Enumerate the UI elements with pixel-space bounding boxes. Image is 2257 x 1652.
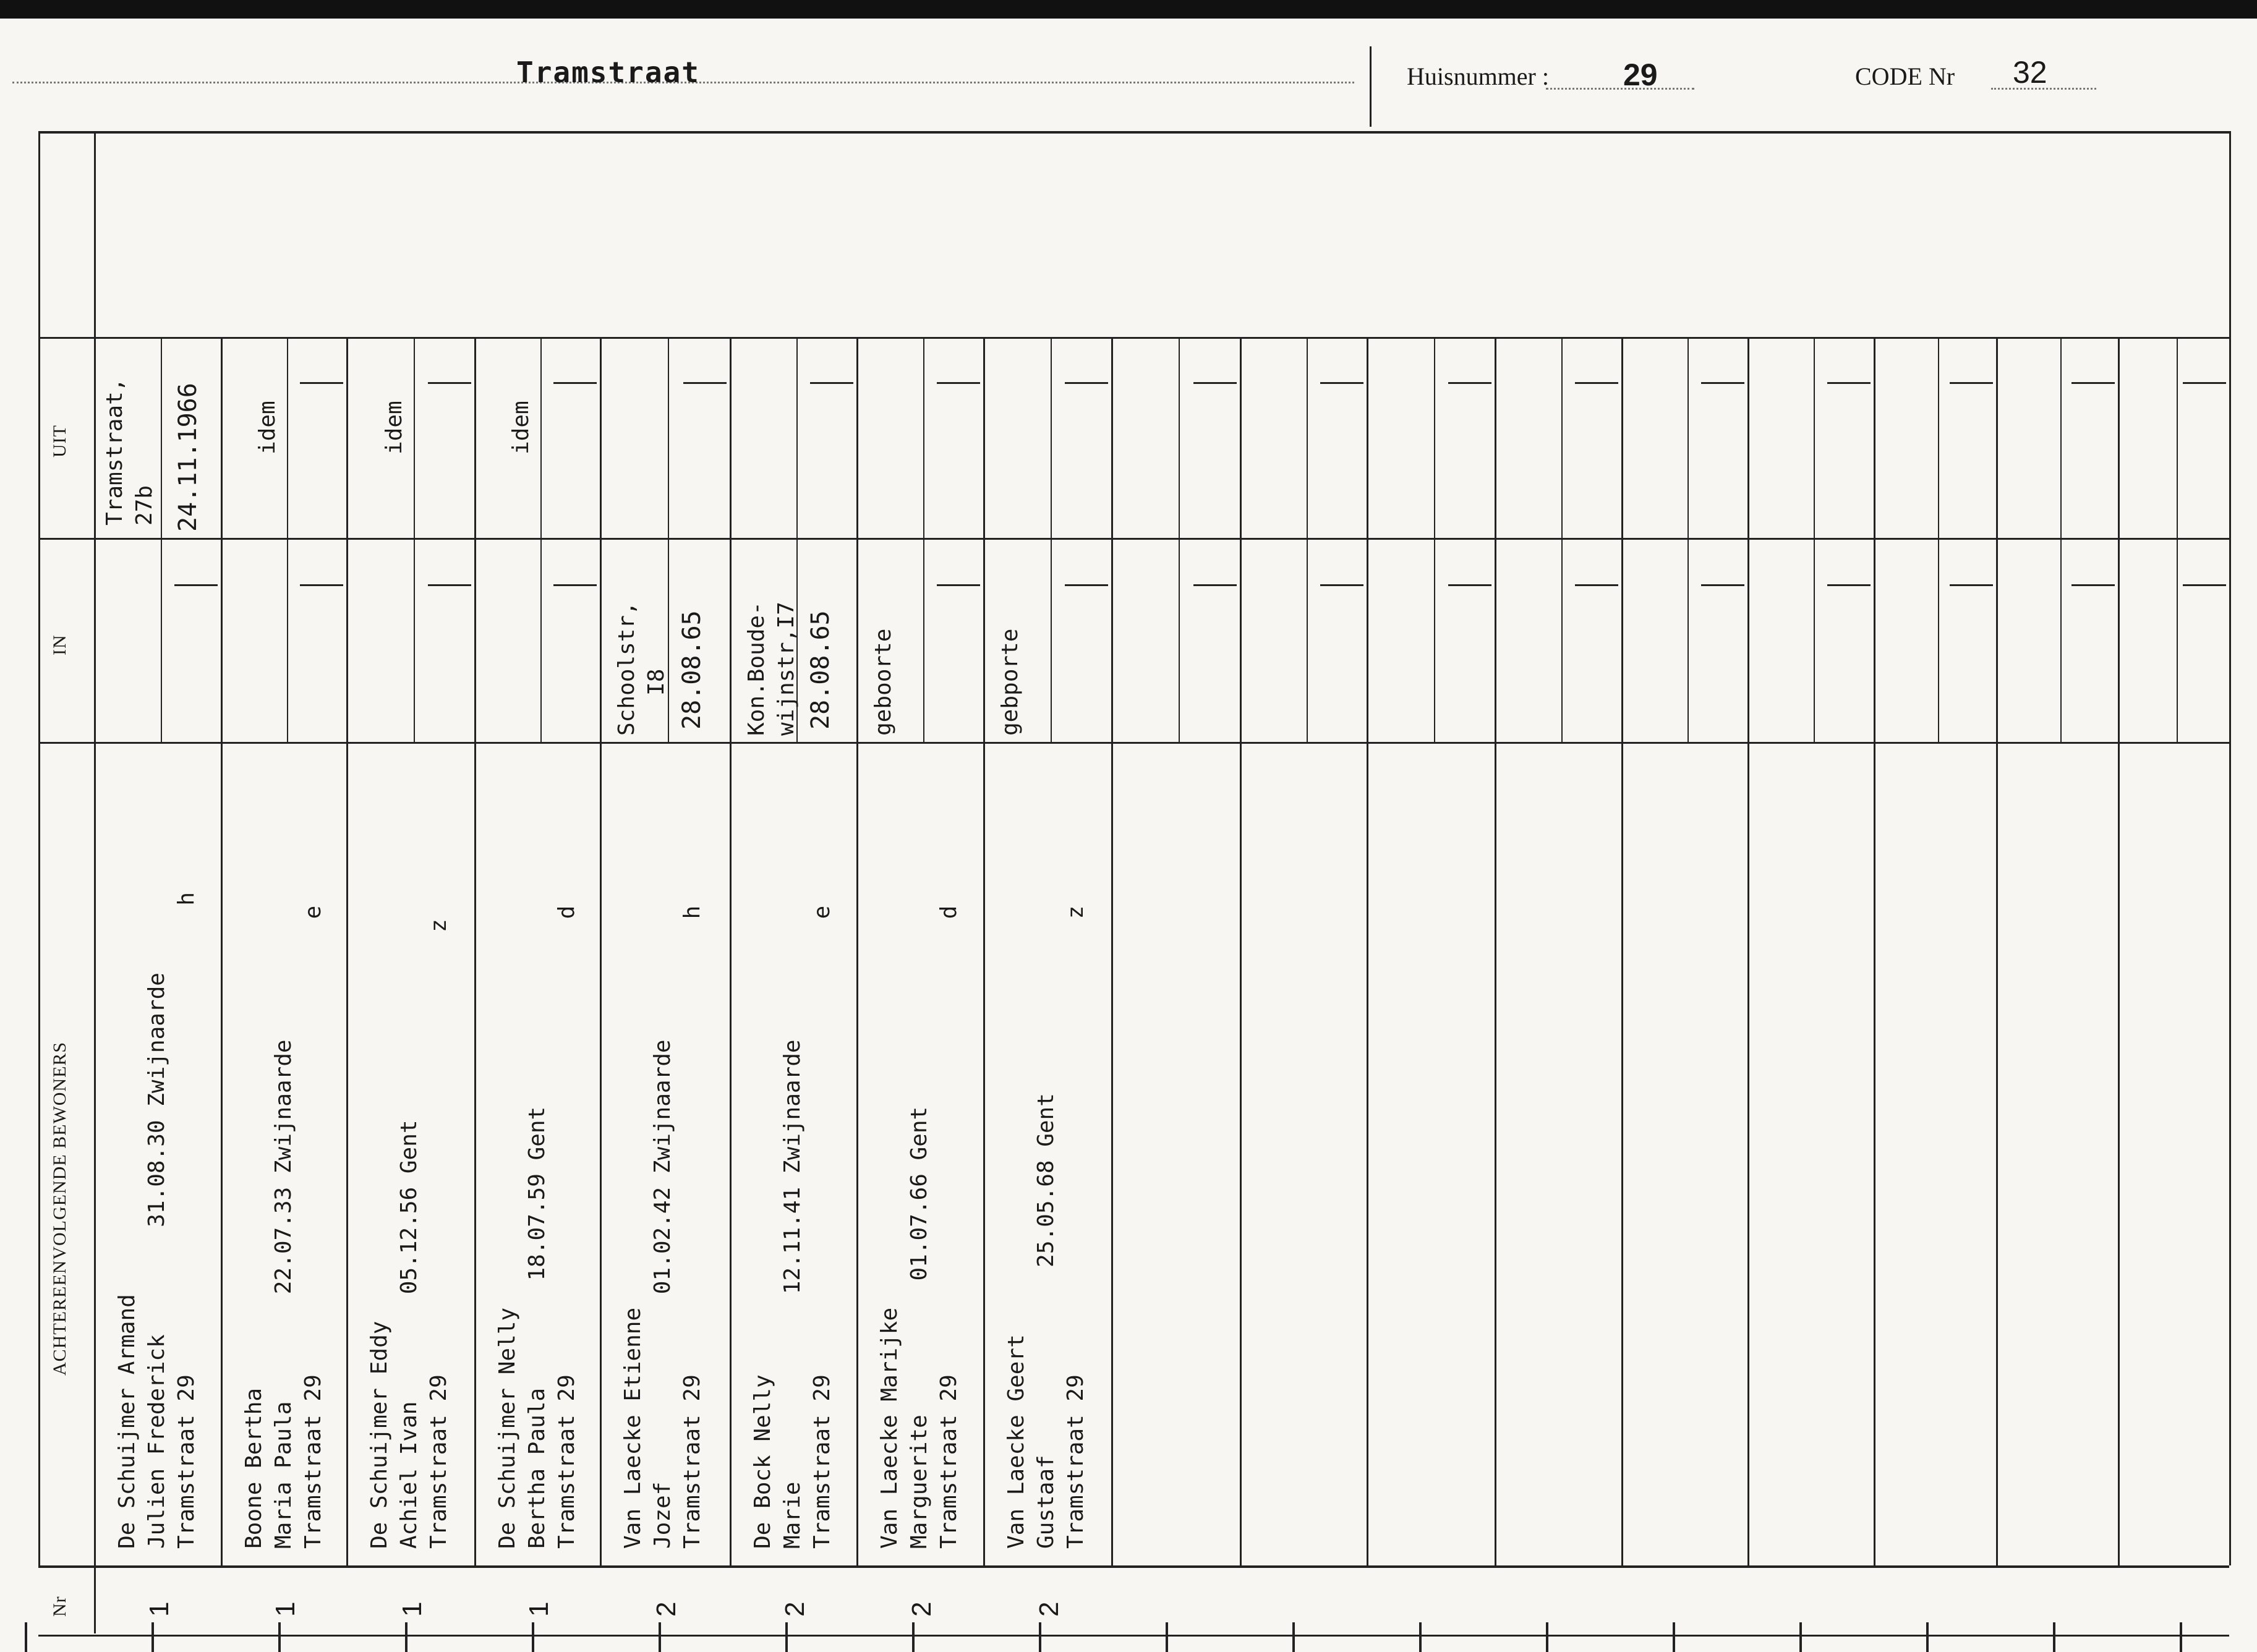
out-subcolumn-line (161, 337, 162, 538)
out-subcolumn-line (1051, 337, 1052, 538)
code-label: CODE Nr (1855, 62, 1955, 90)
column-line (600, 337, 602, 1565)
out-subcolumn-line (2177, 337, 2178, 538)
in-empty-dash (1193, 584, 1237, 586)
house-number-value: 29 (1623, 57, 1658, 92)
frame-left-line (38, 131, 40, 1565)
in-subcolumn-line (414, 538, 415, 742)
out-empty-dash (300, 382, 343, 384)
column-line (1621, 337, 1623, 1565)
frame-right-line (2229, 131, 2231, 1565)
col-residents-label: ACHTEREENVOLGENDE BEWONERS (49, 1041, 70, 1376)
bottom-tick (1039, 1622, 1041, 1652)
column-line (1111, 337, 1113, 1565)
out-empty-dash (2071, 382, 2115, 384)
out-place: idem (254, 401, 280, 454)
out-subcolumn-line (414, 337, 415, 538)
out-subcolumn-line (923, 337, 924, 538)
column-line (1240, 337, 1242, 1565)
resident-entry: Van Laecke Etienne Jozef 01.02.42 Zwijnaarde Tramstraat 29 h (620, 905, 705, 1549)
resident-nr: 1 (523, 1601, 554, 1617)
bottom-tick (1546, 1622, 1548, 1652)
resident-entry: Van Laecke Geert Gustaaf 25.05.68 Gent Tramstraat 29 z (1004, 905, 1088, 1549)
out-subcolumn-line (668, 337, 669, 538)
out-empty-dash (428, 382, 471, 384)
in-subcolumn-line (1307, 538, 1308, 742)
column-line (856, 337, 858, 1565)
out-place: Tramstraat, 27b (102, 378, 157, 526)
in-subcolumn-line (923, 538, 924, 742)
bottom-tick (1926, 1622, 1929, 1652)
column-line (1874, 337, 1875, 1565)
in-empty-dash (1950, 584, 1993, 586)
out-subcolumn-line (1938, 337, 1939, 538)
out-empty-dash (810, 382, 853, 384)
in-empty-dash (300, 584, 343, 586)
out-empty-dash (1701, 382, 1744, 384)
bottom-tick (151, 1622, 154, 1652)
frame-top-line (38, 131, 2229, 134)
out-section-top-line (38, 337, 2229, 339)
bottom-tick (2180, 1622, 2182, 1652)
column-line (1367, 337, 1368, 1565)
in-subcolumn-line (1179, 538, 1180, 742)
column-line (1495, 337, 1496, 1565)
out-empty-dash (1065, 382, 1108, 384)
bottom-tick (405, 1622, 407, 1652)
in-subcolumn-line (287, 538, 288, 742)
resident-entry: Boone Bertha Maria Paula 22.07.33 Zwijnaarde Tramstraat 29 e (241, 905, 326, 1549)
bottom-tick (1166, 1622, 1168, 1652)
bottom-tick (659, 1622, 661, 1652)
column-line (1996, 337, 1998, 1565)
in-empty-dash (553, 584, 597, 586)
in-subcolumn-line (540, 538, 542, 742)
in-subcolumn-line (2177, 538, 2178, 742)
column-line (221, 337, 223, 1565)
bottom-tick (1673, 1622, 1675, 1652)
house-number-dotted-line (1546, 88, 1694, 90)
bottom-tick (1292, 1622, 1295, 1652)
in-place: Kon.Boude- wijnstr,I7 (744, 602, 799, 736)
out-empty-dash (1950, 382, 1993, 384)
column-line (2118, 337, 2120, 1565)
residents-in-separator-line (38, 742, 2229, 744)
street-name: Tramstraat (516, 56, 700, 89)
resident-nr: 2 (906, 1601, 937, 1617)
in-place: Schoolstr, I8 (614, 602, 669, 736)
column-line (474, 337, 476, 1565)
column-line (983, 337, 985, 1565)
in-date: 28.08.65 (678, 610, 706, 730)
in-empty-dash (428, 584, 471, 586)
label-column-line (94, 131, 96, 1633)
in-place: gebporte (997, 628, 1023, 736)
resident-entry: De Schuijmer Nelly Bertha Paula 18.07.59 Gent Tramstraat 29 d (495, 905, 579, 1549)
out-empty-dash (1193, 382, 1237, 384)
out-date: 24.11.1966 (173, 383, 202, 532)
out-subcolumn-line (540, 337, 542, 538)
out-empty-dash (1827, 382, 1871, 384)
bottom-tick (785, 1622, 788, 1652)
out-place: idem (381, 401, 407, 454)
out-subcolumn-line (2060, 337, 2062, 538)
out-subcolumn-line (1687, 337, 1689, 538)
in-empty-dash (1448, 584, 1491, 586)
bottom-tick (532, 1622, 534, 1652)
in-subcolumn-line (1938, 538, 1939, 742)
out-subcolumn-line (1434, 337, 1435, 538)
baseline (38, 1635, 2229, 1637)
in-subcolumn-line (2060, 538, 2062, 742)
resident-nr: 2 (1033, 1601, 1064, 1617)
in-place: geboorte (871, 628, 896, 736)
col-nr-label: Nr (49, 1596, 70, 1617)
resident-nr: 1 (396, 1601, 427, 1617)
column-line (730, 337, 732, 1565)
in-date: 28.08.65 (806, 610, 835, 730)
in-out-separator-line (38, 538, 2229, 540)
resident-entry: De Schuijmer Armand Julien Frederick 31.08.30 Zwijnaarde Tramstraat 29 h (114, 892, 199, 1549)
out-empty-dash (553, 382, 597, 384)
resident-entry: De Schuijmer Eddy Achiel Ivan 05.12.56 Gent Tramstraat 29 z (367, 919, 451, 1549)
in-subcolumn-line (1814, 538, 1815, 742)
bottom-tick (2053, 1622, 2055, 1652)
out-subcolumn-line (1179, 337, 1180, 538)
bottom-tick (25, 1622, 27, 1652)
in-empty-dash (937, 584, 980, 586)
in-subcolumn-line (161, 538, 162, 742)
column-line (1747, 337, 1749, 1565)
resident-nr: 2 (651, 1601, 681, 1617)
house-number-label: Huisnummer : (1407, 62, 1549, 90)
in-empty-dash (2071, 584, 2115, 586)
frame-bottom-line (38, 1565, 2229, 1568)
out-empty-dash (1575, 382, 1618, 384)
out-subcolumn-line (1814, 337, 1815, 538)
code-value: 32 (2013, 55, 2047, 90)
out-subcolumn-line (1561, 337, 1563, 538)
in-subcolumn-line (1687, 538, 1689, 742)
out-empty-dash (1320, 382, 1363, 384)
in-empty-dash (174, 584, 218, 586)
header-divider (1370, 46, 1372, 127)
in-subcolumn-line (1434, 538, 1435, 742)
col-in-label: IN (49, 634, 70, 655)
in-empty-dash (1320, 584, 1363, 586)
in-subcolumn-line (1051, 538, 1052, 742)
bottom-tick (912, 1622, 915, 1652)
in-subcolumn-line (1561, 538, 1563, 742)
resident-entry: De Bock Nelly Marie 12.11.41 Zwijnaarde Tramstraat 29 e (750, 905, 835, 1549)
in-empty-dash (1575, 584, 1618, 586)
resident-entry: Van Laecke Marijke Marguerite 01.07.66 Gent Tramstraat 29 d (877, 905, 962, 1549)
out-empty-dash (683, 382, 727, 384)
col-out-label: UIT (49, 425, 70, 458)
bottom-tick (1419, 1622, 1422, 1652)
in-empty-dash (1701, 584, 1744, 586)
resident-nr: 1 (270, 1601, 301, 1617)
out-subcolumn-line (287, 337, 288, 538)
out-empty-dash (1448, 382, 1491, 384)
top-scan-edge (0, 0, 2257, 19)
in-empty-dash (1827, 584, 1871, 586)
out-subcolumn-line (796, 337, 798, 538)
in-empty-dash (2183, 584, 2226, 586)
in-empty-dash (1065, 584, 1108, 586)
out-place: idem (508, 401, 534, 454)
column-line (346, 337, 348, 1565)
bottom-tick (278, 1622, 281, 1652)
out-subcolumn-line (1307, 337, 1308, 538)
resident-nr: 1 (143, 1601, 174, 1617)
out-empty-dash (937, 382, 980, 384)
bottom-tick (1799, 1622, 1802, 1652)
resident-nr: 2 (779, 1601, 810, 1617)
out-empty-dash (2183, 382, 2226, 384)
